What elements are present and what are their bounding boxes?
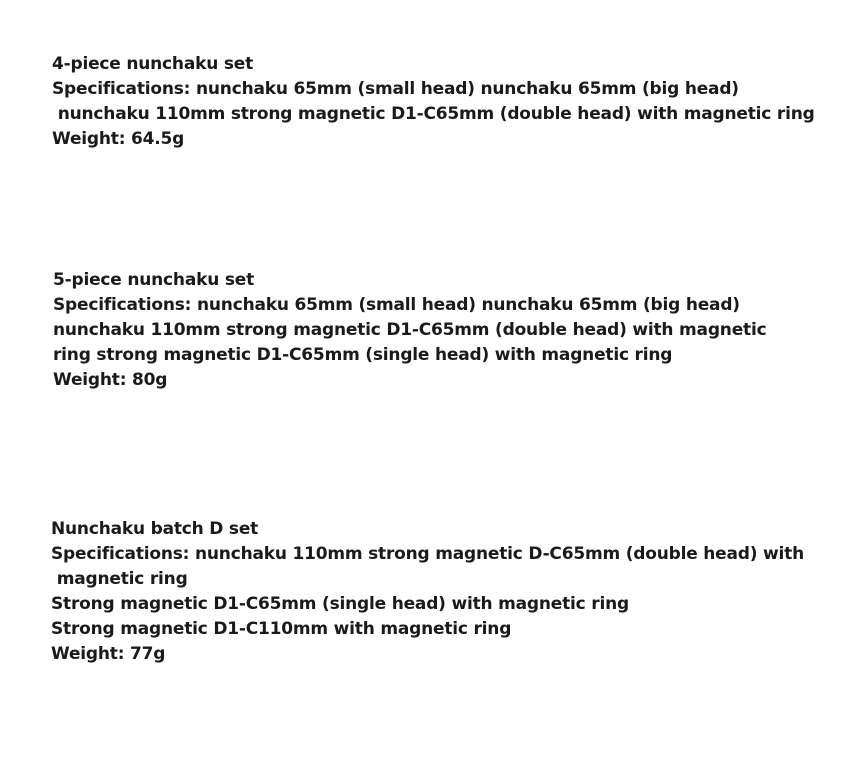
batch-d-set-section	[51, 517, 861, 667]
specifications-line: Strong magnetic D1-C65mm (single head) with magnetic ring	[51, 594, 629, 614]
set-4-piece-section	[52, 52, 862, 152]
specifications-line: nunchaku 110mm strong magnetic D1-C65mm (double head) with magnetic ring	[52, 104, 815, 124]
weight-line: Weight: 77g	[51, 644, 166, 664]
specifications-line: Specifications: nunchaku 65mm (small head) nunchaku 65mm (big head)	[53, 295, 740, 315]
weight-line: Weight: 80g	[53, 370, 168, 390]
set-title: 4-piece nunchaku set	[52, 54, 253, 74]
specifications-line: Specifications: nunchaku 65mm (small head) nunchaku 65mm (big head)	[52, 79, 739, 99]
specifications-line: magnetic ring	[51, 569, 188, 589]
specifications-line: nunchaku 110mm strong magnetic D1-C65mm (double head) with magnetic	[53, 320, 767, 340]
specifications-line: Strong magnetic D1-C110mm with magnetic ring	[51, 619, 512, 639]
set-5-piece-section	[53, 268, 863, 393]
specifications-line: Specifications: nunchaku 110mm strong magnetic D-C65mm (double head) with	[51, 544, 804, 564]
set-title: 5-piece nunchaku set	[53, 270, 254, 290]
set-title: Nunchaku batch D set	[51, 519, 259, 539]
specifications-line: ring strong magnetic D1-C65mm (single head) with magnetic ring	[53, 345, 673, 365]
weight-line: Weight: 64.5g	[52, 129, 185, 149]
